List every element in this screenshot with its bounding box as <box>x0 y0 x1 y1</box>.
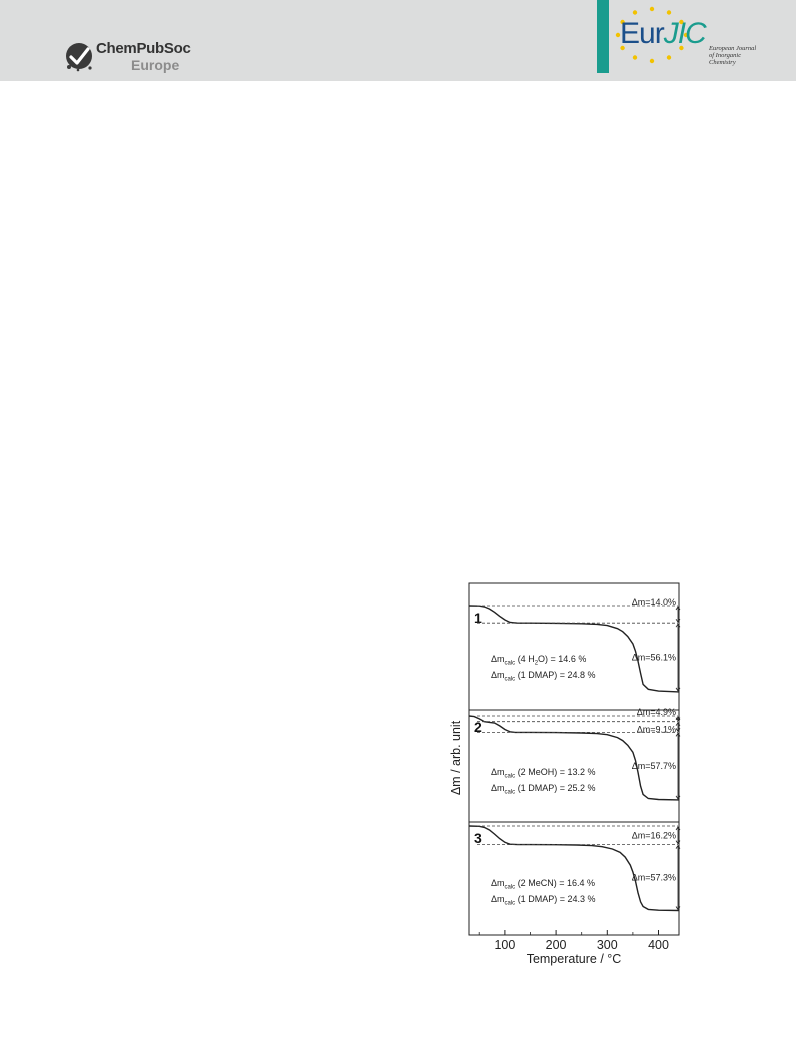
mass-loss-label: Δm=16.2% <box>631 830 676 841</box>
x-axis-title: Temperature / °C <box>526 952 622 966</box>
calc-mass-loss-line: $\Delta m_{calc}$ (2 MeCN) = 16.4 % <box>491 878 595 891</box>
y-axis-title: Δm / arb. unit <box>449 720 463 796</box>
teal-accent-bar <box>597 0 609 73</box>
x-tick-label: 400 <box>648 938 669 952</box>
eurjic-jic: JIC <box>663 17 706 50</box>
eurjic-tagline <box>709 45 769 66</box>
chempubsoc-wordmark: ChemPubSoc <box>96 40 191 57</box>
calc-mass-loss-line: $\Delta m_{calc}$ (1 DMAP) = 25.2 % <box>491 783 596 796</box>
mass-loss-label: Δm=56.1% <box>631 652 676 663</box>
eu-star <box>650 7 654 11</box>
eu-star <box>633 55 637 59</box>
eu-star <box>633 10 637 14</box>
eurjic-tagline-line-2: of Inorganic Chemistry <box>709 52 742 66</box>
mass-loss-label: Δm=57.7% <box>631 761 676 772</box>
mass-loss-label: Δm=14.0% <box>631 597 676 607</box>
x-tick-label: 300 <box>596 938 618 952</box>
eurjic-logo <box>614 5 764 67</box>
eurjic-wordmark <box>620 17 706 51</box>
calc-mass-loss-line: $\Delta m_{calc}$ (2 MeOH) = 13.2 % <box>491 767 596 780</box>
chempubsoc-logo <box>60 38 210 76</box>
eurjic-tagline-line-1: European Journal <box>709 45 757 52</box>
mass-loss-label: Δm=57.3% <box>631 872 676 883</box>
panel-label-1: 1 <box>474 610 482 626</box>
chempubsoc-emblem-icon <box>64 40 94 72</box>
tga-chart <box>436 578 696 968</box>
journal-header-band <box>0 0 796 81</box>
chempubsoc-subtitle: Europe <box>131 57 180 73</box>
panel-label-2: 2 <box>474 719 482 735</box>
panel-label-3: 3 <box>474 830 482 846</box>
calc-mass-loss-line: $\Delta m_{calc}$ (4 $H_2O) = 14.6$ % <box>491 654 587 667</box>
eu-star <box>667 10 671 14</box>
x-tick-label: 100 <box>494 938 516 952</box>
eurjic-eur: Eur <box>620 17 664 50</box>
calc-mass-loss-line: $\Delta m_{calc}$ (1 DMAP) = 24.8 % <box>491 670 596 683</box>
tga-figure <box>436 578 696 968</box>
eu-star <box>650 59 654 63</box>
eu-star <box>667 55 671 59</box>
calc-mass-loss-line: $\Delta m_{calc}$ (1 DMAP) = 24.3 % <box>491 894 596 907</box>
mass-loss-label: Δm=4.9% <box>636 707 676 717</box>
x-tick-label: 200 <box>545 938 567 952</box>
mass-loss-label: Δm=9.1% <box>636 724 676 735</box>
